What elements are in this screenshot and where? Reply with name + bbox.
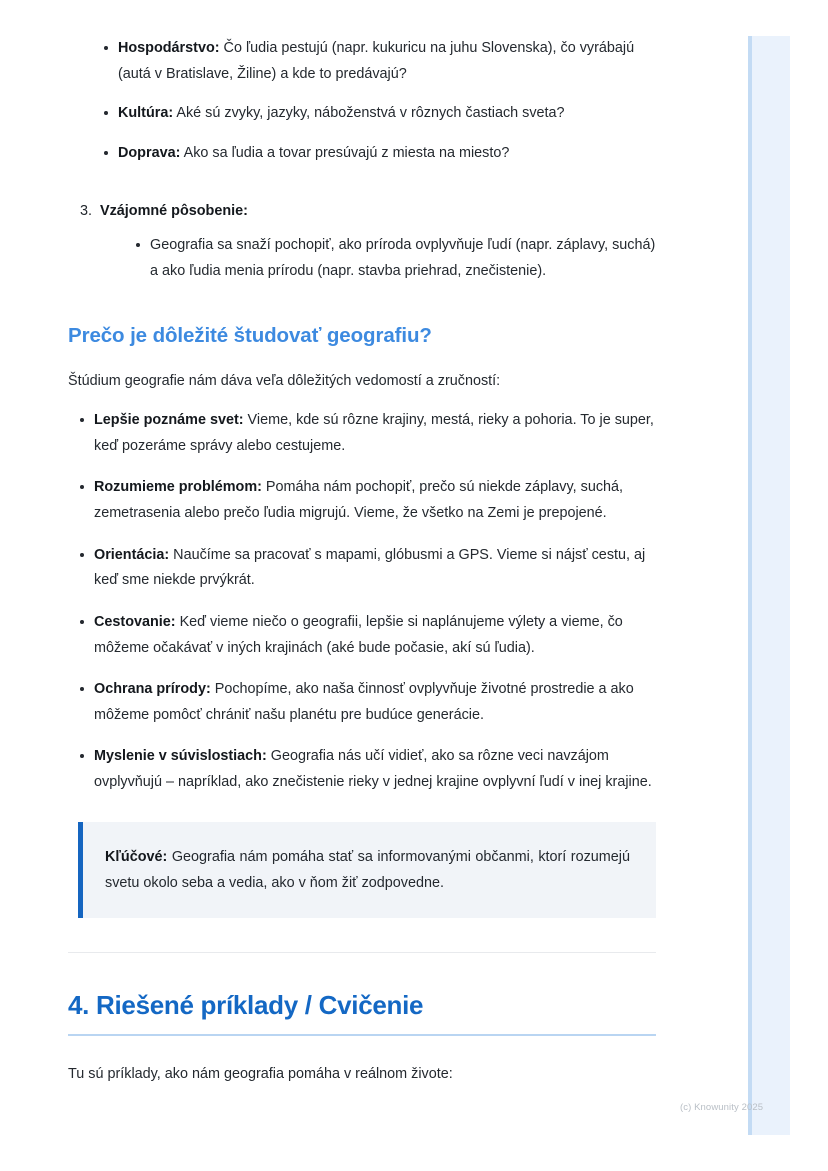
callout-paragraph bbox=[105, 844, 630, 896]
examples-section-intro: Tu sú príklady, ako nám geografia pomáha v reálnom živote: bbox=[68, 1065, 453, 1082]
list-item bbox=[80, 677, 656, 728]
list-item bbox=[80, 744, 656, 795]
why-section-heading: Prečo je dôležité študovať geografiu? bbox=[68, 323, 432, 347]
list-item-term: Ochrana prírody: bbox=[94, 681, 211, 698]
list-item bbox=[80, 543, 656, 594]
list-item-term: Doprava: bbox=[118, 144, 181, 161]
outline-item-3-bullets bbox=[100, 233, 656, 284]
right-edge-panel-rule bbox=[748, 36, 752, 1135]
key-takeaway-callout bbox=[78, 822, 656, 918]
examples-section-underline bbox=[68, 1034, 656, 1036]
list-item-term: Hospodárstvo: bbox=[118, 40, 220, 56]
examples-section-heading: 4. Riešené príklady / Cvičenie bbox=[68, 990, 424, 1021]
list-item bbox=[80, 408, 656, 459]
copyright-watermark: (c) Knowunity 2025 bbox=[680, 1102, 764, 1113]
list-item-text: Čo ľudia pestujú (napr. kukuricu na juhu Slovenska), čo vyrábajú (autá v Bratislave, Žiline) a kde to predávajú? bbox=[118, 40, 635, 82]
list-item bbox=[80, 475, 656, 526]
list-item-text: Keď vieme niečo o geografii, lepšie si naplánujeme výlety a vieme, čo môžeme očakávať v iných krajinách (aké bude počasie, akí sú ľudia). bbox=[94, 613, 623, 656]
callout-text: Geografia nám pomáha stať sa informovanými občanmi, ktorí rozumejú svetu okolo seba a vedia, ako v ňom žiť zodpovedne. bbox=[105, 848, 630, 891]
list-item-text: Geografia sa snaží pochopiť, ako príroda ovplyvňuje ľudí (napr. záplavy, suchá) a ako ľudia menia prírodu (napr. stavba priehrad, znečistenie). bbox=[150, 237, 656, 279]
list-item-text: Ako sa ľudia a tovar presúvajú z miesta na miesto? bbox=[180, 144, 510, 161]
list-item-text: Pochopíme, ako naša činnosť ovplyvňuje životné prostredie a ako môžeme pomôcť chrániť našu planétu pre budúce generácie. bbox=[94, 681, 634, 723]
list-item-term: Myslenie v súvislostiach: bbox=[94, 748, 267, 765]
list-item-text: Vieme, kde sú rôzne krajiny, mestá, rieky a pohoria. To je super, keď pozeráme správy alebo cestujeme. bbox=[94, 412, 654, 454]
spacer bbox=[68, 181, 656, 199]
list-item-term: Cestovanie: bbox=[94, 613, 176, 630]
list-item bbox=[104, 101, 656, 127]
list-item bbox=[104, 36, 656, 87]
outline-item-3 bbox=[96, 199, 656, 285]
outline-item-title: Vzájomné pôsobenie: bbox=[100, 202, 248, 219]
list-item-term: Lepšie poznáme svet: bbox=[94, 412, 244, 429]
list-item-term: Rozumieme problémom: bbox=[94, 479, 262, 496]
list-item-text: Geografia nás učí vidieť, ako sa rôzne veci navzájom ovplyvňujú – napríklad, ako znečistenie rieky v jednej krajine ovplyvní ľudí v inej krajine. bbox=[94, 748, 652, 791]
right-edge-panel bbox=[748, 36, 790, 1135]
list-item-text: Aké sú zvyky, jazyky, náboženstvá v rôznych častiach sveta? bbox=[173, 105, 565, 122]
sub-bullet-list-continued bbox=[68, 36, 656, 167]
list-item-text: Pomáha nám pochopiť, prečo sú niekde záplavy, suchá, zemetrasenia alebo prečo ľudia migrujú. Vieme, že všetko na Zemi je prepojené. bbox=[94, 479, 624, 521]
why-section-bullet-list bbox=[68, 408, 656, 796]
list-item-text: Naučíme sa pracovať s mapami, glóbusmi a GPS. Vieme si nájsť cestu, aj keď sme niekde prvýkrát. bbox=[94, 546, 646, 589]
outline-list bbox=[68, 199, 656, 285]
why-section-intro: Štúdium geografie nám dáva veľa dôležitých vedomostí a zručností: bbox=[68, 373, 501, 390]
list-item bbox=[80, 610, 656, 661]
list-item bbox=[136, 233, 656, 284]
list-item bbox=[104, 141, 656, 167]
list-item-term: Kultúra: bbox=[118, 105, 174, 122]
section-divider bbox=[68, 952, 656, 953]
list-item-term: Orientácia: bbox=[94, 546, 170, 563]
callout-term: Kľúčové: bbox=[105, 848, 168, 865]
